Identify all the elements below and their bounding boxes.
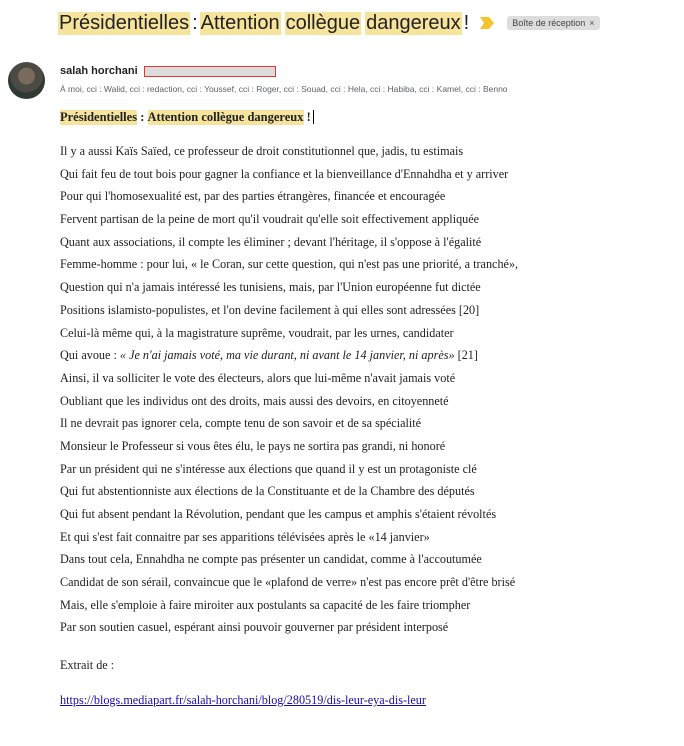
- email-body: [60, 140, 680, 639]
- avatar[interactable]: [8, 62, 45, 99]
- poem-line: Il y a aussi Kaïs Saïed, ce professeur de droit constitutionnel que, jadis, tu estimais: [60, 144, 464, 158]
- source-link[interactable]: https://blogs.mediapart.fr/salah-horchani/blog/280519/dis-leur-eya-dis-leur: [60, 693, 426, 707]
- poem-line: Par son soutien casuel, espérant ainsi pouvoir gouverner par président interposé: [60, 620, 449, 635]
- body-title: [60, 109, 314, 125]
- poem-line: Et qui s'est fait connaitre par ses apparitions télévisées après le «14 janvier»: [60, 529, 430, 544]
- poem-line: Oubliant que les individus ont des droits, mais aussi des devoirs, en citoyenneté: [60, 393, 449, 408]
- poem-line: Monsieur le Professeur si vous êtes élu, le pays ne sortira pas grandi, ni honoré: [60, 438, 446, 453]
- body-title-end: !: [303, 109, 311, 124]
- poem-line: Positions islamisto-populistes, et l'on devine facilement à qui elles sont adressées [20]: [60, 302, 480, 317]
- poem-line: Question qui n'a jamais intéressé les tunisiens, mais, par l'Union européenne fut dictée: [60, 280, 481, 295]
- recipients-list[interactable]: À moi, cci : Walid, cci : redaction, cci : Youssef, cci : Roger, cci : Souad, cci : Hela, cci : Habiba, cci : Kamel, cci : Benno: [60, 84, 508, 94]
- inbox-label-text: Boîte de réception: [512, 18, 586, 28]
- inbox-label-chip[interactable]: [507, 16, 599, 30]
- poem-line: Pour qui l'homosexualité est, par des parties étrangères, financée et encouragée: [60, 189, 446, 204]
- poem-line: Ainsi, il va solliciter le vote des électeurs, alors que lui-même n'avait jamais voté: [60, 370, 456, 385]
- text-cursor: [313, 110, 314, 124]
- poem-line: Qui fait feu de tout bois pour gagner la confiance et la bienveillance d'Ennahdha et y arriver: [60, 166, 509, 181]
- subject-word: collègue: [285, 11, 361, 34]
- poem-line-quote: [60, 344, 680, 367]
- sender-name[interactable]: salah horchani: [60, 65, 138, 77]
- subject-word: Attention: [200, 11, 280, 34]
- body-title-sep: :: [137, 109, 148, 124]
- subject-exclamation: !: [463, 11, 470, 34]
- sender-row: [60, 64, 276, 78]
- body-title-part2: Attention collègue dangereux: [147, 109, 304, 124]
- quote-suffix: [21]: [454, 348, 478, 363]
- body-title-part1: Présidentielles: [60, 109, 138, 124]
- important-marker-icon[interactable]: [479, 16, 495, 30]
- poem-line: Fervent partisan de la peine de mort qu'il voudrait qu'elle soit effectivement appliquée: [60, 212, 480, 227]
- poem-line: Quant aux associations, il compte les éliminer ; devant l'héritage, il s'oppose à l'égalité: [60, 234, 482, 249]
- subject-separator: :: [192, 11, 198, 34]
- poem-line: Mais, elle s'emploie à faire miroiter aux postulants sa capacité de les faire triompher: [60, 597, 471, 612]
- poem-line: Par un président qui ne s'intéresse aux élections que quand il y est un protagoniste clé: [60, 461, 477, 476]
- redacted-email: [144, 66, 276, 77]
- poem-line: Qui fut abstentionniste aux élections de la Constituante et de la Chambre des députés: [60, 484, 475, 499]
- quote-prefix: Qui avoue :: [60, 348, 120, 363]
- poem-line: Femme-homme : pour lui, « le Coran, sur cette question, qui n'est pas une priorité, a tranché»,: [60, 257, 519, 272]
- poem-line: Dans tout cela, Ennahdha ne compte pas présenter un candidat, comme à l'accoutumée: [60, 552, 482, 567]
- poem-line: Candidat de son sérail, convaincue que le «plafond de verre» n'est pas encore prêt d'être brisé: [60, 575, 516, 590]
- poem-line: Qui fut absent pendant la Révolution, pendant que les campus et amphis s'étaient révoltés: [60, 507, 497, 521]
- extract-label: Extrait de :: [60, 658, 115, 672]
- poem-line: Il ne devrait pas ignorer cela, compte tenu de son savoir et de sa spécialité: [60, 416, 422, 431]
- subject-word: Présidentielles: [59, 11, 190, 34]
- poem-line: Celui-là même qui, à la magistrature suprême, voudrait, par les urnes, candidater: [60, 325, 454, 340]
- email-subject: [58, 9, 678, 37]
- subject-word: dangereux: [366, 11, 461, 34]
- quote-text: « Je n'ai jamais voté, ma vie durant, ni avant le 14 janvier, ni après»: [119, 348, 455, 363]
- close-icon[interactable]: ×: [589, 18, 595, 28]
